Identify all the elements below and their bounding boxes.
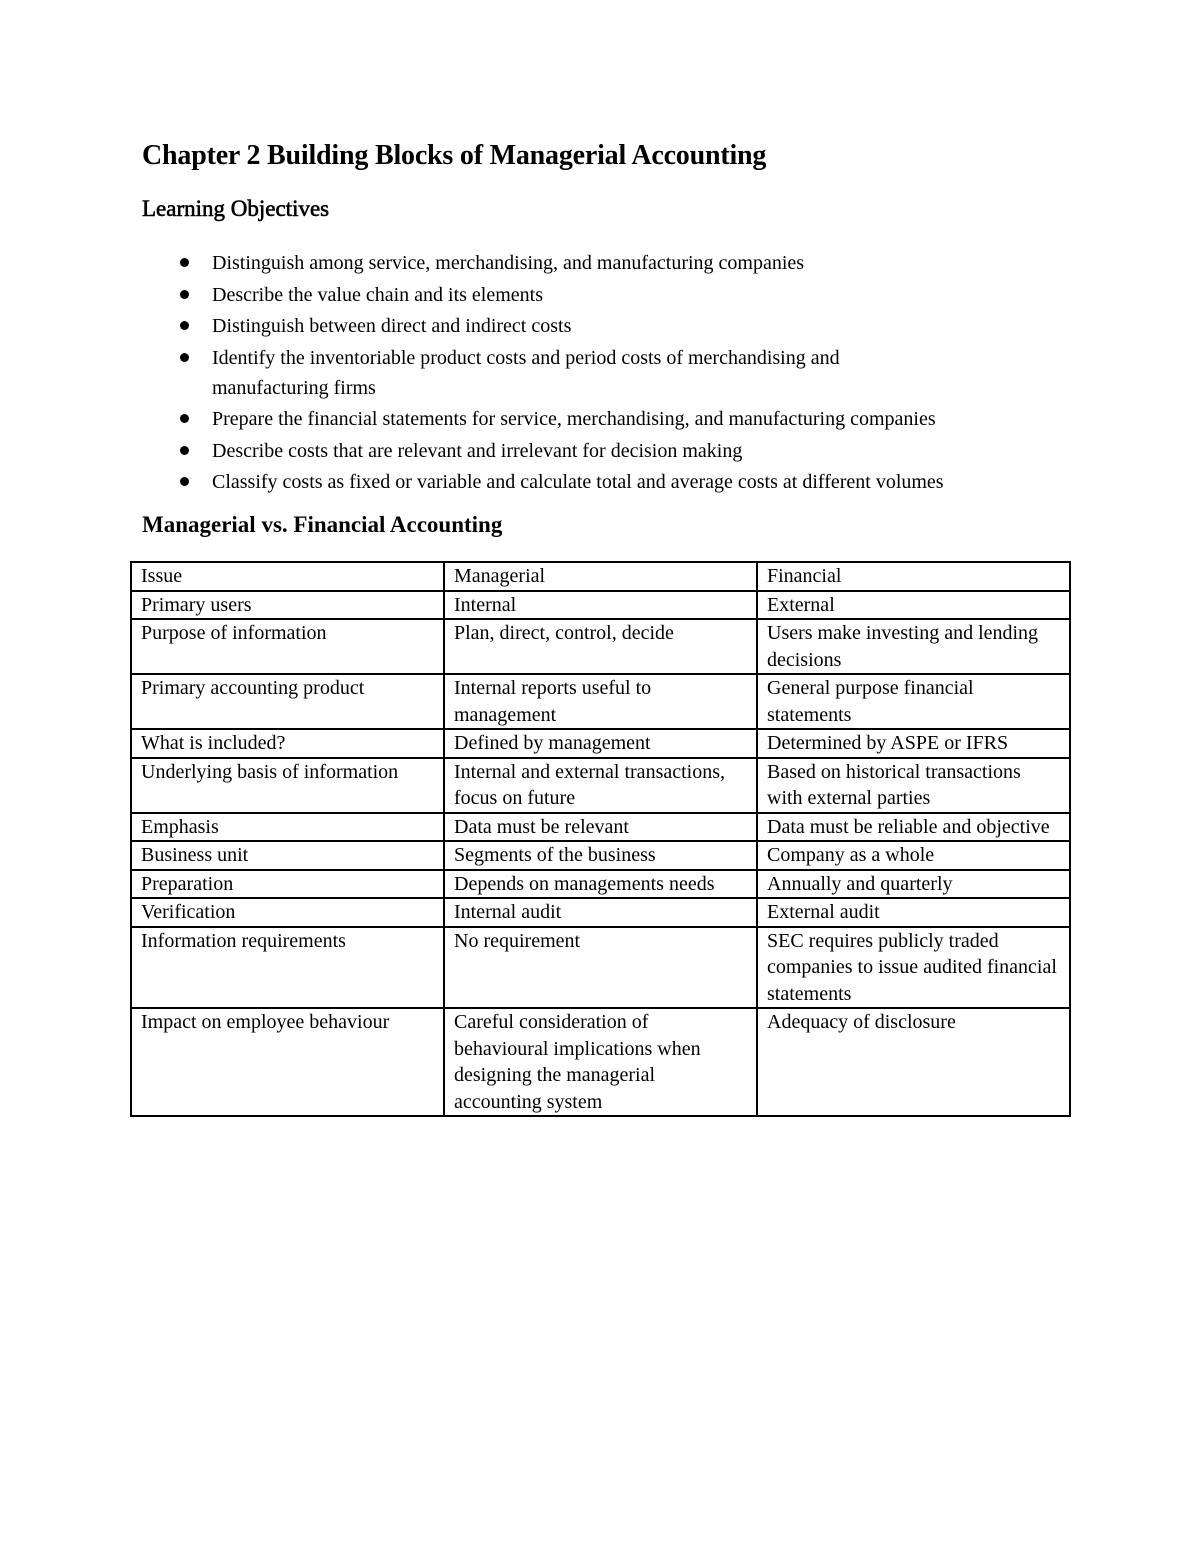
table-header-row xyxy=(131,562,1070,591)
table-row xyxy=(131,591,1070,620)
table-cell: No requirement xyxy=(444,927,757,1009)
table-cell: Verification xyxy=(131,898,444,927)
header-cell-financial: Financial xyxy=(757,562,1070,591)
table-cell: Internal reports useful to management xyxy=(444,674,757,729)
table-cell: Internal audit xyxy=(444,898,757,927)
list-item xyxy=(142,248,1062,278)
objective-text: Describe the value chain and its elements xyxy=(212,283,543,306)
objective-text: Describe costs that are relevant and irrelevant for decision making xyxy=(212,439,743,462)
table-cell: Primary users xyxy=(131,591,444,620)
list-item xyxy=(142,311,1062,341)
table-cell: Adequacy of disclosure xyxy=(757,1008,1070,1116)
table-cell: Based on historical transactions with external parties xyxy=(757,758,1070,813)
objective-text: Identify the inventoriable product costs and period costs of merchandising and manufacturing firms xyxy=(212,346,840,399)
list-item xyxy=(142,467,1062,497)
table-cell: Data must be reliable and objective xyxy=(757,813,1070,842)
list-item xyxy=(142,280,1062,310)
objective-text: Distinguish among service, merchandising, and manufacturing companies xyxy=(212,252,805,274)
table-cell: Impact on employee behaviour xyxy=(131,1008,444,1116)
learning-objectives-list xyxy=(142,248,1062,499)
table-cell: Emphasis xyxy=(131,813,444,842)
bullet-icon xyxy=(180,321,189,330)
table-cell: Primary accounting product xyxy=(131,674,444,729)
table-row xyxy=(131,674,1070,729)
table-row xyxy=(131,1008,1070,1116)
comparison-table xyxy=(130,561,1071,1117)
objective-text: Classify costs as fixed or variable and calculate total and average costs at different volumes xyxy=(212,471,944,493)
bullet-icon xyxy=(180,414,189,423)
comparison-heading: Managerial vs. Financial Accounting xyxy=(142,512,503,537)
table-cell: Company as a whole xyxy=(757,841,1070,870)
objective-text: Prepare the financial statements for service, merchandising, and manufacturing companies xyxy=(212,408,936,430)
table-row xyxy=(131,870,1070,899)
table-cell: Underlying basis of information xyxy=(131,758,444,813)
table-row xyxy=(131,813,1070,842)
bullet-icon xyxy=(180,290,189,299)
table-cell: Annually and quarterly xyxy=(757,870,1070,899)
table-row xyxy=(131,841,1070,870)
table-row xyxy=(131,927,1070,1009)
table-cell: What is included? xyxy=(131,729,444,758)
objective-text: Distinguish between direct and indirect costs xyxy=(212,315,572,337)
table-row xyxy=(131,898,1070,927)
table-cell: Data must be relevant xyxy=(444,813,757,842)
table-cell: Segments of the business xyxy=(444,841,757,870)
table-cell: Users make investing and lending decisions xyxy=(757,619,1070,674)
list-item xyxy=(142,343,1062,403)
table-row xyxy=(131,729,1070,758)
table-cell: Careful consideration of behavioural implications when designing the managerial accounting system xyxy=(444,1008,757,1116)
header-cell-issue: Issue xyxy=(131,562,444,591)
page-title: Chapter 2 Building Blocks of Managerial Accounting xyxy=(142,140,767,171)
table-cell: External xyxy=(757,591,1070,620)
table-cell: Defined by management xyxy=(444,729,757,758)
bullet-icon xyxy=(180,446,189,455)
header-cell-managerial: Managerial xyxy=(444,562,757,591)
table-cell: Preparation xyxy=(131,870,444,899)
table-cell: Plan, direct, control, decide xyxy=(444,619,757,674)
bullet-icon xyxy=(180,258,189,267)
bullet-icon xyxy=(180,477,189,486)
table-cell: Internal and external transactions, focus on future xyxy=(444,758,757,813)
table-cell: Determined by ASPE or IFRS xyxy=(757,729,1070,758)
table-cell: Information requirements xyxy=(131,927,444,1009)
table-row xyxy=(131,758,1070,813)
table-cell: External audit xyxy=(757,898,1070,927)
learning-objectives-heading: Learning Objectives xyxy=(142,196,330,221)
table-cell: General purpose financial statements xyxy=(757,674,1070,729)
table-cell: Purpose of information xyxy=(131,619,444,674)
list-item xyxy=(142,436,1062,466)
list-item xyxy=(142,404,1062,434)
table-cell: Depends on managements needs xyxy=(444,870,757,899)
table-cell: Internal xyxy=(444,591,757,620)
table-cell: Business unit xyxy=(131,841,444,870)
table-row xyxy=(131,619,1070,674)
table-cell: SEC requires publicly traded companies to issue audited financial statements xyxy=(757,927,1070,1009)
bullet-icon xyxy=(180,353,189,362)
